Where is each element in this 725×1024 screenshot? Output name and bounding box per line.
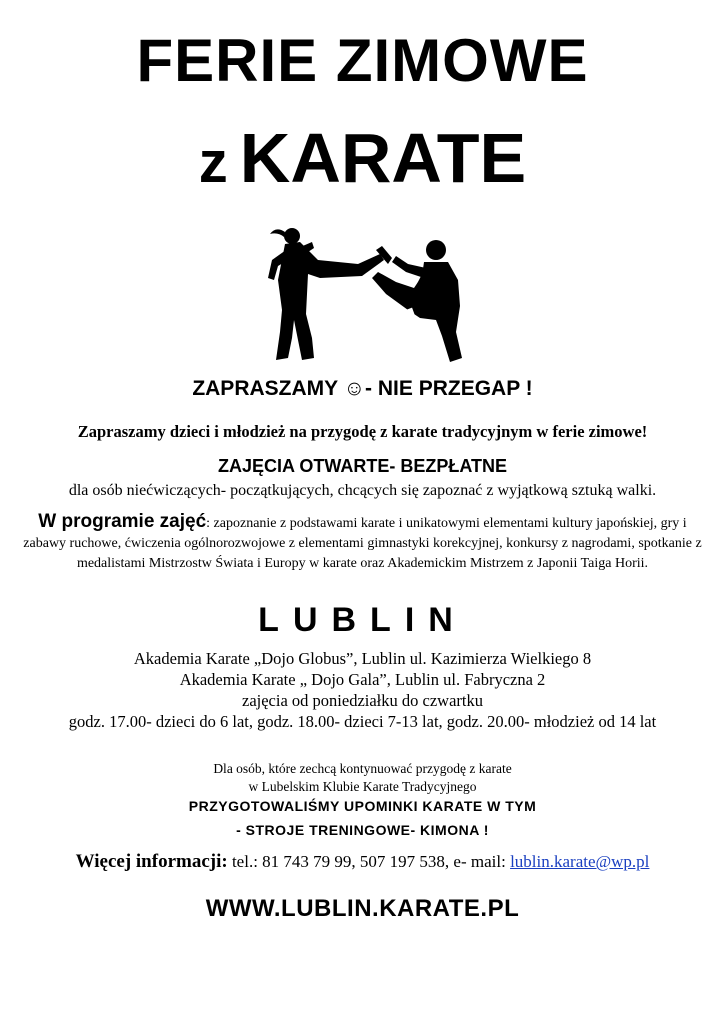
program-text: : zapoznanie z podstawami karate i unikatowymi elementami kultury japońskiej, gry i zabawy ruchowe, ćwiczenia ogólnorozwojowe z elementami gimnastyki korekcyjnej, konkursy z nagrodami, spotkanie z medalistami Mistrzostw Świata i Europy w karate oraz Akademickim Mistrzem z Japonii Taiga Horii.	[23, 516, 702, 571]
poster-title-line2	[0, 116, 725, 205]
continue-line: Dla osób, które zechcą kontynuować przygodę z karate	[213, 761, 512, 776]
karate-fighters-illustration	[258, 220, 468, 370]
contact-info	[0, 850, 725, 874]
slogan: ZAPRASZAMY ☺- NIE PRZEGAP !	[192, 377, 533, 400]
gifts-line: PRZYGOTOWALIŚMY UPOMINKI KARATE W TYM	[188, 798, 537, 814]
continue-line: w Lubelskim Klubie Karate Tradycyjnego	[248, 779, 477, 794]
left-fighter-silhouette	[268, 228, 384, 360]
schedule-days: zajęcia od poniedziałku do czwartku	[242, 691, 483, 710]
title-prefix: z	[198, 130, 228, 195]
gifts-line: - STROJE TRENINGOWE- KIMONA !	[236, 822, 489, 838]
program-lead: W programie zajęć	[38, 511, 207, 532]
address-line: Akademia Karate „Dojo Globus”, Lublin ul. Kazimierza Wielkiego 8	[133, 649, 592, 668]
contact-label: Więcej informacji:	[75, 851, 228, 872]
website-address[interactable]: WWW.LUBLIN.KARATE.PL	[205, 895, 520, 922]
open-classes-heading: ZAJĘCIA OTWARTE- BEZPŁATNE	[218, 456, 507, 476]
contact-phones: tel.: 81 743 79 99, 507 197 538, e- mail:	[227, 852, 511, 871]
poster-title-line1: FERIE ZIMOWE	[136, 27, 589, 94]
title-main: KARATE	[239, 119, 527, 197]
open-classes-description: dla osób niećwiczących- początkujących, chcących się zapoznać z wyjątkową sztuką walki.	[68, 482, 657, 499]
email-link[interactable]: lublin.karate@wp.pl	[510, 852, 650, 871]
schedule-hours: godz. 17.00- dzieci do 6 lat, godz. 18.00- dzieci 7-13 lat, godz. 20.00- młodzież od 14 lat	[68, 712, 657, 731]
invitation-text: Zapraszamy dzieci i młodzież na przygodę z karate tradycyjnym w ferie zimowe!	[77, 422, 648, 441]
address-line: Akademia Karate „ Dojo Gala”, Lublin ul. Fabryczna 2	[179, 670, 546, 689]
city-heading: LUBLIN	[258, 601, 467, 639]
right-fighter-silhouette	[372, 240, 462, 362]
program-paragraph	[18, 512, 707, 574]
